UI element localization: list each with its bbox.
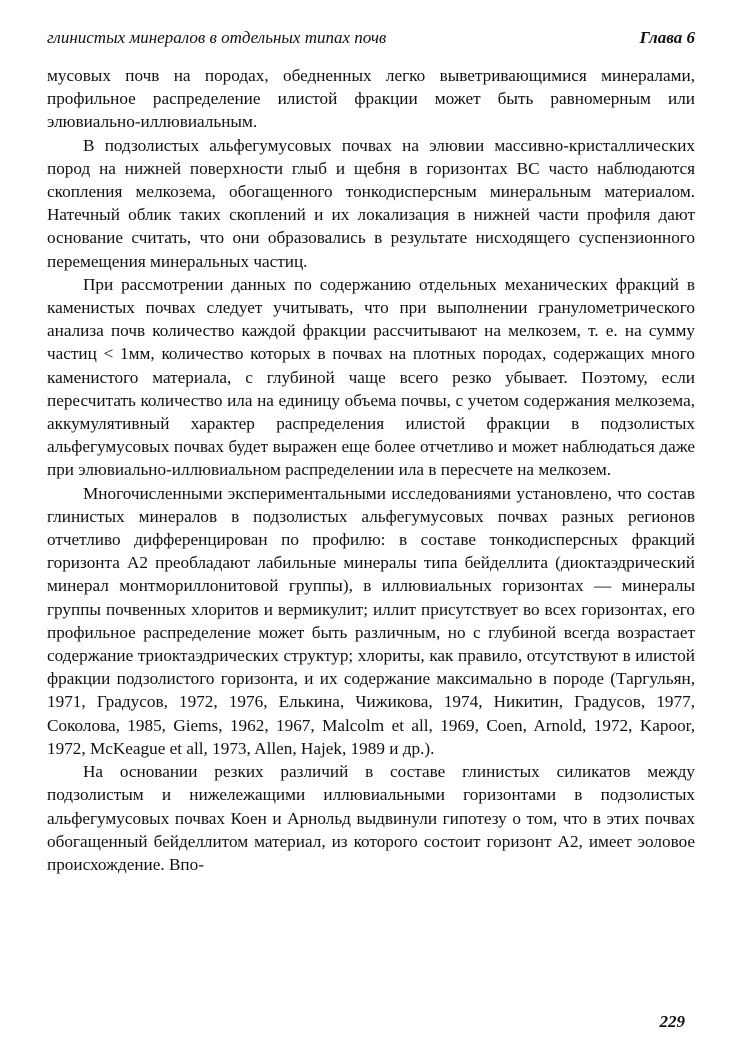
page-number: 229 [659,1012,685,1031]
running-title: глинистых минералов в отдельных типах почв [47,28,387,47]
book-page [47,0,695,1057]
running-header [47,24,695,52]
paragraph: Многочисленными экспериментальными исследованиями установлено, что состав глинистых минералов в подзолистых альфегумусовых почвах разных регионов отчетливо дифференцирован по профилю: в составе тонкодисперсных фракций горизонта А2 преобладают лабильные минералы типа бейделлита (диоктаэдрический минерал монтмориллонитовой группы), в иллювиальных горизонтах — минералы группы почвенных хлоритов и вермикулит; иллит присутствует во всех горизонтах, его профильное распределение может быть различным, но с глубиной всегда возрастает содержание триоктаэдрических структур; хлориты, как правило, отсутствуют в илистой фракции подзолистого горизонта, и их содержание максимально в породе (Таргульян, 1971, Градусов, 1972, 1976, Елькина, Чижикова, 1974, Никитин, Градусов, 1977, Соколова, 1985, Giems, 1962, 1967, Malcolm et all, 1969, Coen, Arnold, 1972, Kapoor, 1972, McKeague et all, 1973, Allen, Hajek, 1989 и др.). [47,483,695,758]
chapter-label: Глава 6 [639,28,695,47]
paragraph: В подзолистых альфегумусовых почвах на элювии массивно-кристаллических пород на нижней поверхности глыб и щебня в горизонтах ВС часто наблюдаются скопления мелкозема, обогащенного тонкодисперсным минеральным материалом. Натечный облик таких скоплений и их локализация в нижней части профиля дают основание считать, что они образовались в результате нисходящего суспензионного перемещения минеральных частиц. [47,135,695,271]
paragraph: мусовых почв на породах, обедненных легко выветривающимися минералами, профильное распределение илистой фракции может быть равномерным или элювиально-иллювиальным. [47,66,695,132]
body-text [47,64,695,876]
paragraph: На основании резких различий в составе глинистых силикатов между подзолистым и нижележащими иллювиальными горизонтами в подзолистых альфегумусовых почвах Коен и Арнольд выдвинули гипотезу о том, что в этих почвах обогащенный бейделлитом материал, из которого состоит горизонт А2, имеет эоловое происхождение. Впо- [47,762,695,874]
paragraph: При рассмотрении данных по содержанию отдельных механических фракций в каменистых почвах следует учитывать, что при выполнении гранулометрического анализа почв количество каждой фракции рассчитывают на мелкозем, т. е. на сумму частиц < 1мм, количество которых в почвах на плотных породах, содержащих много каменистого материала, с глубиной чаще всего резко убывает. Поэтому, если пересчитать количество ила на единицу объема почвы, с учетом содержания мелкозема, аккумулятивный характер распределения илистой фракции в подзолистых альфегумусовых почвах будет выражен еще более отчетливо и может наблюдаться даже при элювиально-иллювиальном распределении ила в пересчете на мелкозем. [47,274,695,480]
